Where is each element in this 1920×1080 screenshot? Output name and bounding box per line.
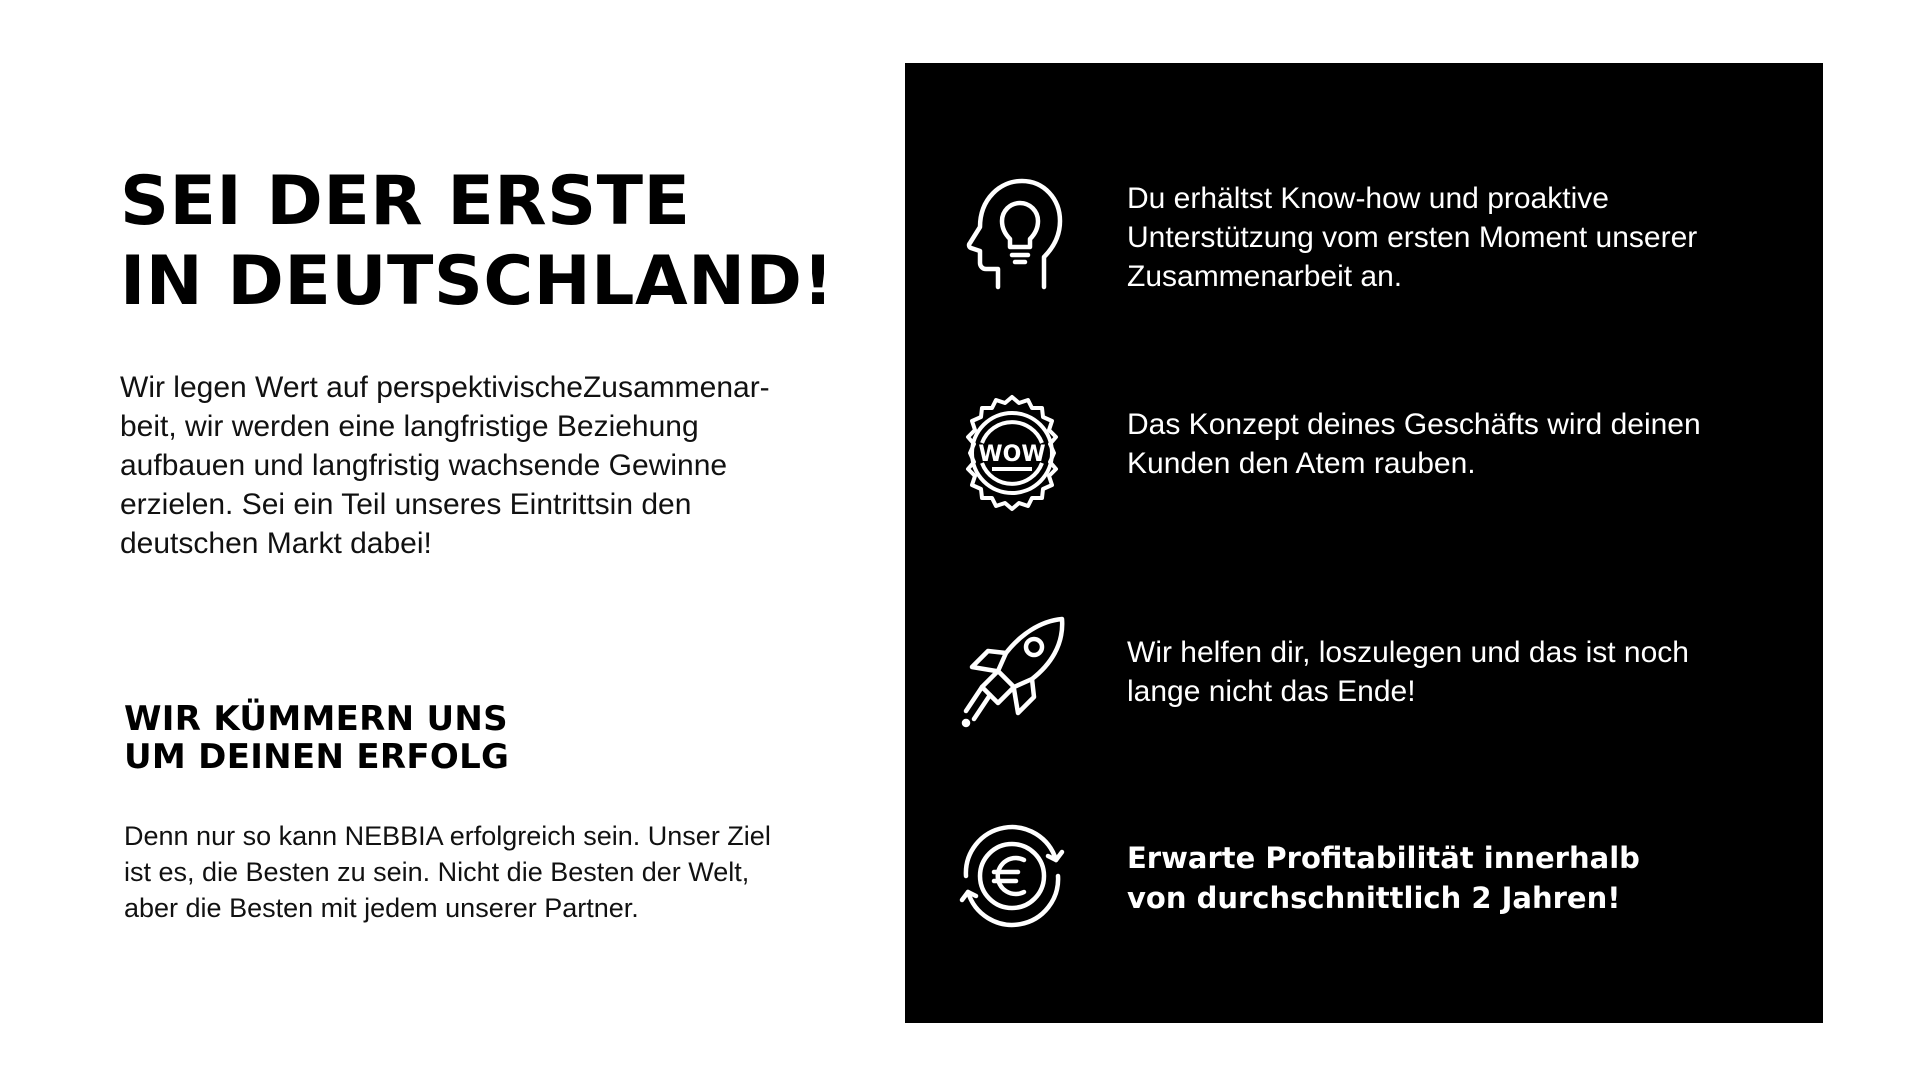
head-lightbulb-icon (952, 171, 1072, 291)
main-title: SEI DER ERSTE IN DEUTSCHLAND! (120, 162, 834, 321)
intro-paragraph: Wir legen Wert auf perspektivischeZusammenar- beit, wir werden eine langfristige Beziehung aufbauen und langfristig wachsende Gewinne erzielen. Sei ein Teil unseres Eintrittsin den deutschen Markt dabei! (120, 371, 770, 560)
feature-text: Das Konzept deines Geschäfts wird deinen Kunden den Atem rauben. (1127, 408, 1701, 480)
feature-item (905, 613, 1823, 743)
feature-text: Erwarte Profitabilität innerhalb von durchschnittlich 2 Jahren! (1127, 841, 1640, 915)
rocket-icon (952, 613, 1072, 733)
left-column (0, 0, 905, 1080)
features-panel (905, 63, 1823, 1023)
sub-title: WIR KÜMMERN UNS UM DEINEN ERFOLG (124, 699, 510, 777)
feature-item (905, 171, 1823, 301)
wow-badge-icon (952, 393, 1072, 513)
feature-text: Wir helfen dir, loszulegen und das ist noch lange nicht das Ende! (1127, 636, 1689, 708)
euro-cycle-icon (952, 816, 1072, 936)
feature-item (905, 393, 1823, 523)
sub-paragraph: Denn nur so kann NEBBIA erfolgreich sein. Unser Ziel ist es, die Besten zu sein. Nicht die Besten der Welt, aber die Besten mit jedem unserer Partner. (124, 821, 771, 923)
feature-text: Du erhältst Know-how und proaktive Unterstützung vom ersten Moment unserer Zusammenarbeit an. (1127, 182, 1698, 293)
wow-badge-text: WOW (978, 442, 1046, 467)
feature-item (905, 816, 1823, 946)
